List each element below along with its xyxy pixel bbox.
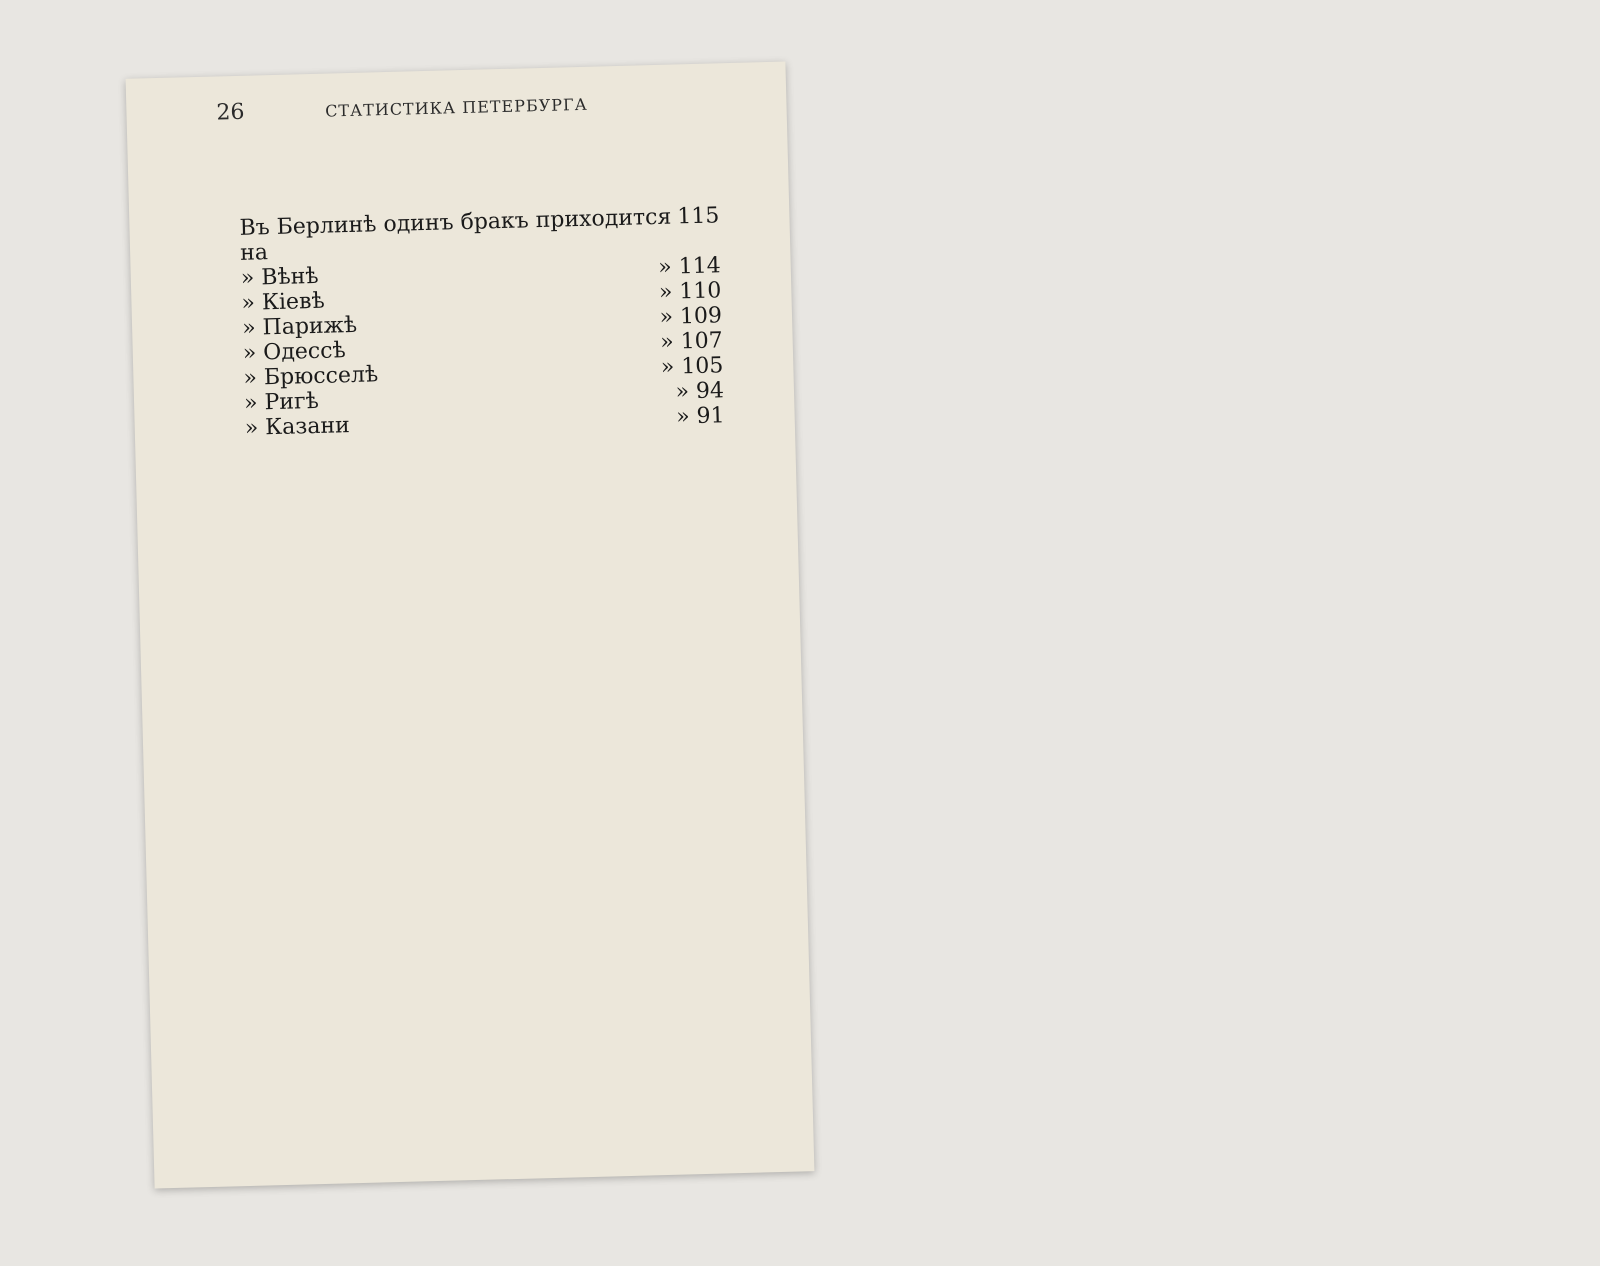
left-running-head: СТАТИСТИКА ПЕТЕРБУРГА — [324, 94, 588, 121]
left-page-number: 26 — [216, 99, 245, 126]
left-page — [126, 62, 815, 1189]
city-row: » Вѣнѣ » 114 — [240, 253, 722, 291]
city-row: » Одессѣ » 107 — [242, 328, 723, 366]
city-row: » Казани » 91 — [244, 403, 725, 441]
city-row: » Кіевѣ » 110 — [241, 278, 722, 316]
city-row: » Парижѣ » 109 — [241, 303, 723, 341]
city-row: » Брюсселѣ » 105 — [243, 353, 724, 391]
city-row: Въ Берлинѣ одинъ бракъ приходится на 115 — [239, 203, 720, 266]
city-list — [239, 203, 725, 440]
city-row: » Ригѣ » 94 — [243, 378, 725, 416]
